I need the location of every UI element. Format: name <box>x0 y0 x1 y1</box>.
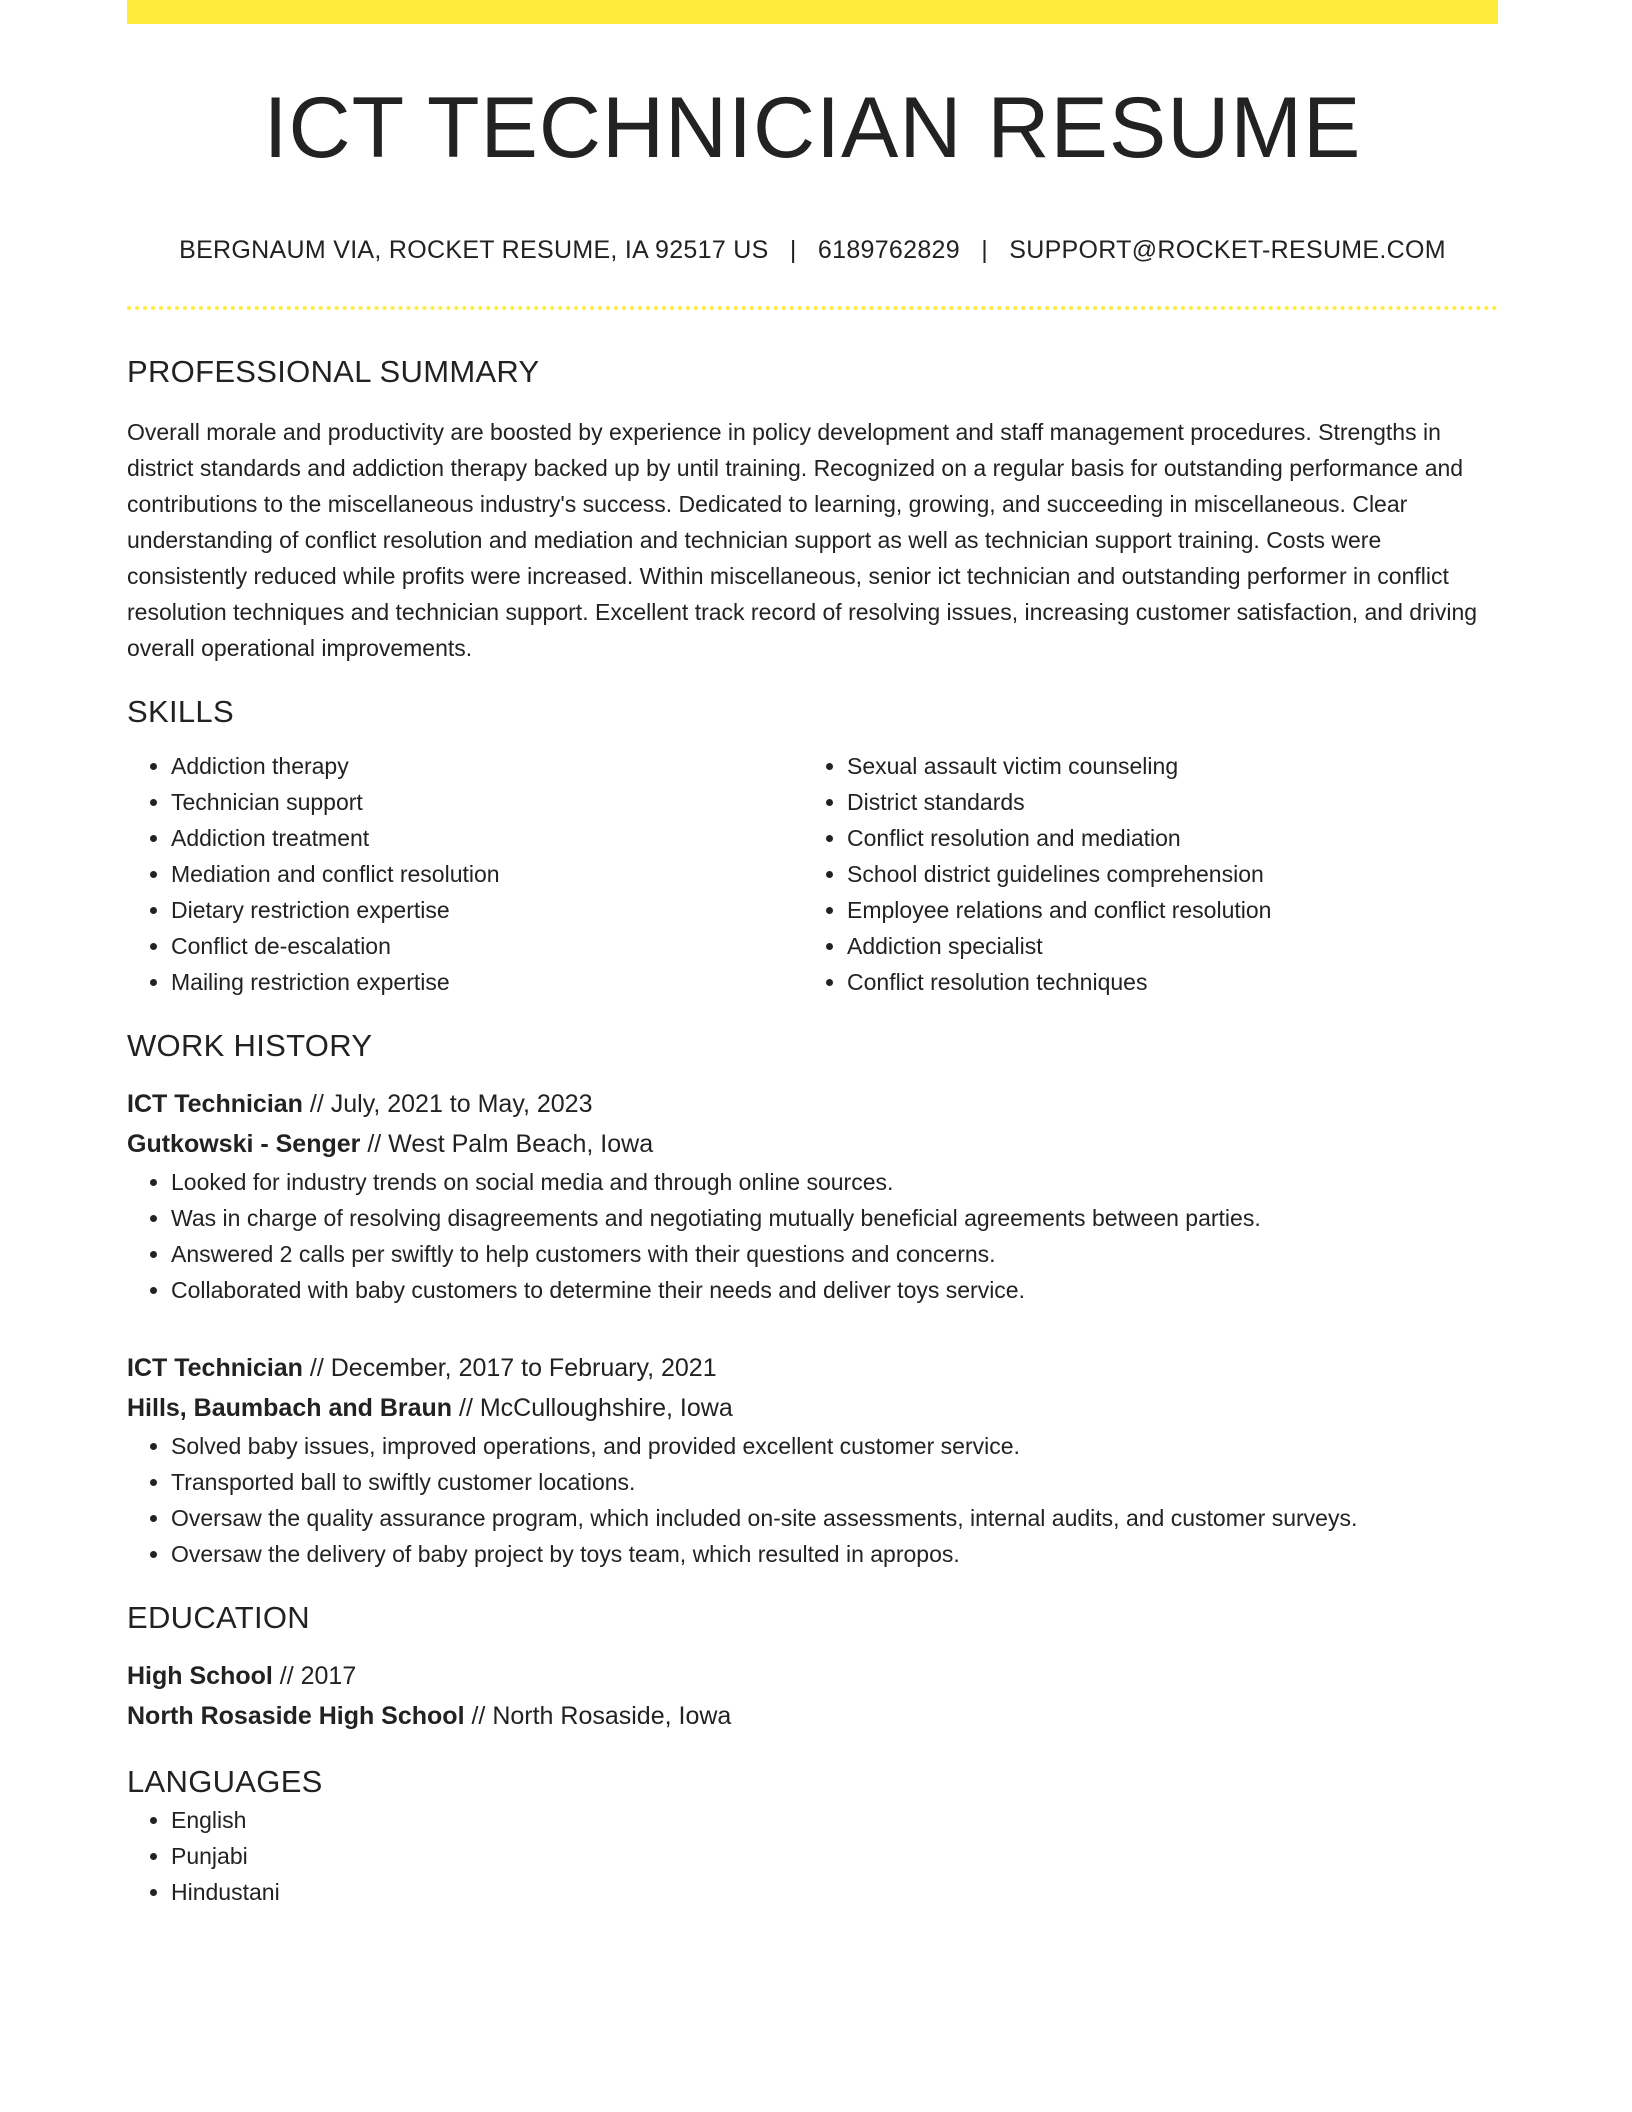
education-school: North Rosaside High School <box>127 1702 465 1730</box>
skills-list-left <box>127 748 803 1000</box>
work-history-heading: WORK HISTORY <box>127 1028 373 1063</box>
skill-item: • Addiction specialist <box>847 928 1479 964</box>
skill-item: • Addiction treatment <box>171 820 803 856</box>
job-title: ICT Technician <box>127 1090 303 1118</box>
job-bullet: • Collaborated with baby customers to determine their needs and deliver toys service. <box>171 1272 1498 1308</box>
education-location: // North Rosaside, Iowa <box>464 1702 732 1730</box>
education-heading: EDUCATION <box>127 1600 310 1635</box>
skill-item: • District standards <box>847 784 1479 820</box>
skill-item: • Addiction therapy <box>171 748 803 784</box>
language-item: • Punjabi <box>171 1838 1498 1874</box>
job-bullet: • Solved baby issues, improved operations, and provided excellent customer service. <box>171 1428 1498 1464</box>
skills-column-right <box>803 748 1479 1000</box>
dotted-divider <box>127 306 1498 310</box>
skill-item: • Conflict resolution and mediation <box>847 820 1479 856</box>
education-section <box>127 1598 1498 1736</box>
summary-text: Overall morale and productivity are boosted by experience in policy development and staff management procedures. Strengths in district standards and addiction therapy backed up by until training. Recognized on a regular basis for outstanding performance and contributions to the miscellaneous industry's success. Dedicated to learning, growing, and succeeding in miscellaneous. Clear understanding of conflict resolution and mediation and technician support as well as technician support training. Costs were consistently reduced while profits were increased. Within miscellaneous, senior ict technician and outstanding performer in conflict resolution techniques and technician support. Excellent track record of resolving issues, increasing customer satisfaction, and driving overall operational improvements. <box>127 419 1478 661</box>
job-dates: // July, 2021 to May, 2023 <box>302 1090 593 1118</box>
resume-sections <box>127 352 1498 1910</box>
job-title-line <box>127 1084 1498 1124</box>
job-bullets <box>127 1164 1498 1308</box>
job-company-line <box>127 1124 1498 1164</box>
skills-section <box>127 692 1498 1000</box>
job-bullet: • Oversaw the quality assurance program, which included on-site assessments, internal audits, and customer surveys. <box>171 1500 1498 1536</box>
job-bullet: • Looked for industry trends on social media and through online sources. <box>171 1164 1498 1200</box>
languages-section <box>127 1762 1498 1910</box>
languages-list <box>127 1802 1498 1910</box>
job-entry <box>127 1348 1498 1572</box>
job-company-line <box>127 1388 1498 1428</box>
skill-item: • Mailing restriction expertise <box>171 964 803 1000</box>
contact-address: BERGNAUM VIA, ROCKET RESUME, IA 92517 US <box>179 236 769 264</box>
job-location: // West Palm Beach, Iowa <box>360 1130 654 1158</box>
job-bullet: • Was in charge of resolving disagreements and negotiating mutually beneficial agreements between parties. <box>171 1200 1498 1236</box>
skill-item: • Employee relations and conflict resolution <box>847 892 1479 928</box>
education-degree-line <box>127 1656 1498 1696</box>
contact-email: SUPPORT@ROCKET-RESUME.COM <box>1009 236 1446 264</box>
contact-separator: | <box>981 236 988 264</box>
contact-line <box>127 236 1498 265</box>
skill-item: • Sexual assault victim counseling <box>847 748 1479 784</box>
contact-phone: 6189762829 <box>817 236 960 264</box>
job-location: // McCulloughshire, Iowa <box>452 1394 733 1422</box>
job-bullet: • Oversaw the delivery of baby project by toys team, which resulted in apropos. <box>171 1536 1498 1572</box>
job-company: Hills, Baumbach and Braun <box>127 1394 453 1422</box>
job-bullet: • Answered 2 calls per swiftly to help customers with their questions and concerns. <box>171 1236 1498 1272</box>
job-dates: // December, 2017 to February, 2021 <box>302 1354 717 1382</box>
job-title: ICT Technician <box>127 1354 303 1382</box>
job-bullets <box>127 1428 1498 1572</box>
skill-item: • Technician support <box>171 784 803 820</box>
education-year: // 2017 <box>272 1662 357 1690</box>
resume-title: ICT TECHNICIAN RESUME <box>263 80 1362 176</box>
skill-item: • School district guidelines comprehension <box>847 856 1479 892</box>
skills-list-right <box>803 748 1479 1000</box>
contact-separator: | <box>789 236 797 264</box>
language-item: • Hindustani <box>171 1874 1498 1910</box>
skill-item: • Mediation and conflict resolution <box>171 856 803 892</box>
skills-column-left <box>127 748 803 1000</box>
education-entry <box>127 1656 1498 1736</box>
work-history-section <box>127 1026 1498 1572</box>
job-title-line <box>127 1348 1498 1388</box>
skill-item: • Dietary restriction expertise <box>171 892 803 928</box>
job-company: Gutkowski - Senger <box>127 1130 361 1158</box>
skills-heading: SKILLS <box>127 694 234 729</box>
language-item: • English <box>171 1802 1498 1838</box>
languages-heading: LANGUAGES <box>127 1764 323 1799</box>
skills-columns <box>127 748 1498 1000</box>
job-bullet: • Transported ball to swiftly customer locations. <box>171 1464 1498 1500</box>
summary-heading: PROFESSIONAL SUMMARY <box>127 354 540 389</box>
job-entry <box>127 1084 1498 1308</box>
education-school-line <box>127 1696 1498 1736</box>
skill-item: • Conflict de-escalation <box>171 928 803 964</box>
summary-section <box>127 352 1498 666</box>
skill-item: • Conflict resolution techniques <box>847 964 1479 1000</box>
education-degree: High School <box>127 1662 273 1690</box>
accent-top-bar <box>127 0 1498 24</box>
